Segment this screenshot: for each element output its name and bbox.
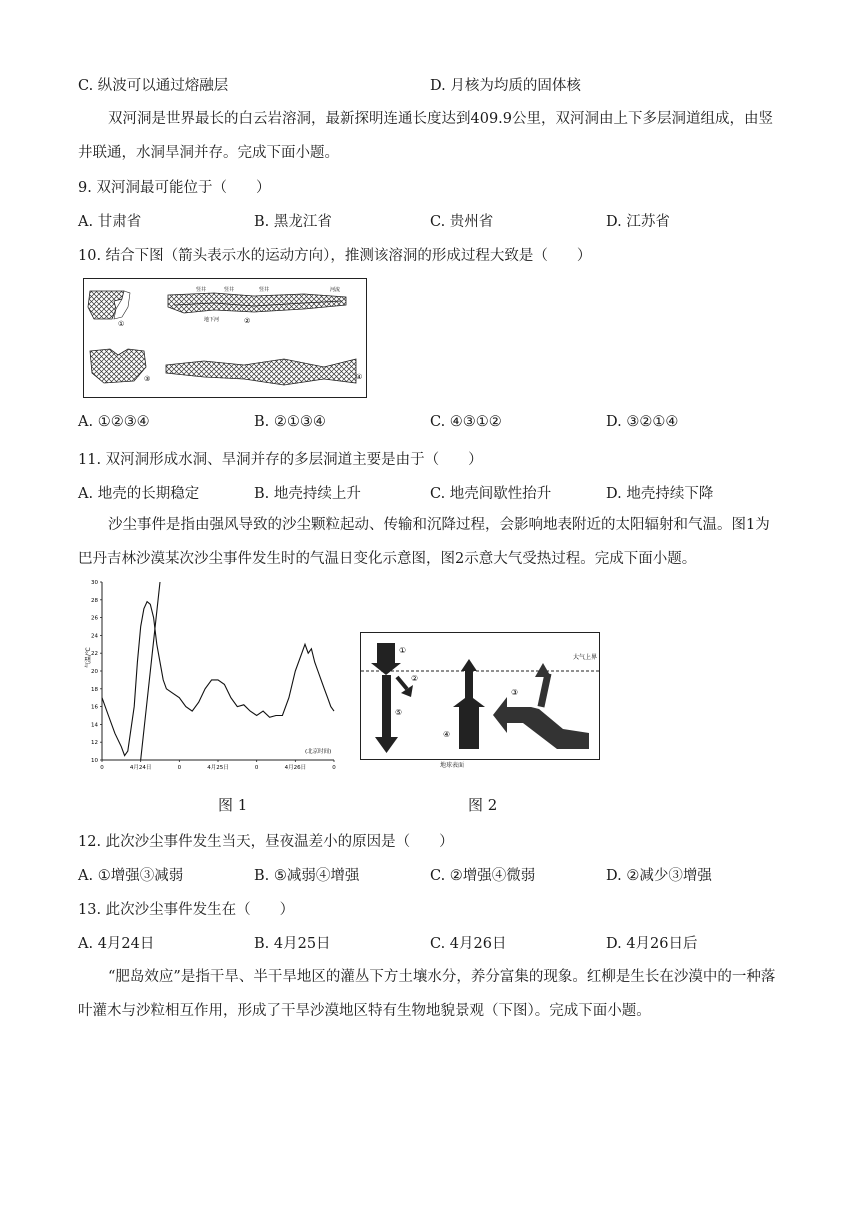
label-2: ②: [411, 674, 419, 683]
q11-option-b: B. 地壳持续上升: [254, 486, 361, 502]
q13-option-d: D. 4月26日后: [606, 936, 698, 952]
fig-label-2: ②: [244, 317, 251, 325]
karst-cave-formation-figure: [83, 278, 367, 398]
label-4: ④: [443, 730, 451, 739]
question-12-stem: 12. 此次沙尘事件发生当天，昼夜温差小的原因是（ ）: [78, 834, 454, 850]
chart-y-tick-label: 28: [91, 597, 98, 604]
question-9-stem: 9. 双河洞最可能位于（ ）: [78, 180, 271, 196]
q11-option-d: D. 地壳持续下降: [606, 486, 714, 502]
chart-x-tick-label: 4月24日: [129, 765, 152, 771]
q13-option-b: B. 4月25日: [254, 936, 331, 952]
temperature-chart-svg: [80, 576, 342, 772]
caption-figure-1: 图 1: [218, 796, 248, 814]
chart-y-tick-label: 22: [91, 651, 98, 658]
figure-2-heating-diagram: [360, 632, 600, 760]
fig-label-3: ③: [144, 375, 151, 383]
q9-option-b: B. 黑龙江省: [254, 214, 332, 230]
q11-option-c: C. 地壳间歇性抬升: [430, 486, 552, 502]
question-13-stem: 13. 此次沙尘事件发生在（ ）: [78, 902, 295, 918]
arrow-4-ground-radiation: [459, 705, 479, 749]
fig-label-4: ④: [356, 373, 363, 381]
passage-shuanghe-cave: 双河洞是世界最长的白云岩溶洞，最新探明连通长度达到409.9公里，双河洞由上下多层洞道组成，由竖井联通，水洞旱洞并存。完成下面小题。: [78, 111, 774, 161]
chart-y-tick-label: 12: [91, 740, 98, 747]
fig-word-underground-river: 地下河: [204, 317, 220, 323]
q12-option-c: C. ②增强④微弱: [430, 868, 536, 884]
label-1: ①: [399, 646, 407, 655]
q13-option-a: A. 4月24日: [78, 936, 155, 952]
fig-word-shaft-1: 竖井: [196, 287, 207, 293]
chart-y-tick-label: 10: [91, 758, 98, 764]
q12-option-a: A. ①增强③减弱: [78, 868, 184, 884]
passage-dust-event: 沙尘事件是指由强风导致的沙尘颗粒起动、传输和沉降过程，会影响地表附近的太阳辐射和气温。图1为巴丹吉林沙漠某次沙尘事件发生时的气温日变化示意图，图2示意大气受热过程。完成下面小题。: [78, 517, 770, 567]
q10-option-d: D. ③②①④: [606, 414, 679, 430]
chart-y-tick-label: 14: [91, 722, 98, 729]
chart-y-tick-label: 30: [91, 580, 98, 586]
q10-option-c: C. ④③①②: [430, 414, 502, 430]
q10-option-a: A. ①②③④: [78, 414, 150, 430]
q12-option-b: B. ⑤减弱④增强: [254, 868, 360, 884]
question-10-stem: 10. 结合下图（箭头表示水的运动方向），推测该溶洞的形成过程大致是（ ）: [78, 248, 592, 264]
chart-y-tick-label: 26: [91, 615, 98, 622]
karst-cave-diagram: [84, 279, 366, 397]
fig-word-shaft-2: 竖井: [224, 287, 235, 293]
chart-y-axis-label: 气温/℃: [85, 647, 92, 668]
chart-x-axis-note: (北京时间): [305, 749, 332, 755]
chart-x-tick-label: 4月25日: [207, 765, 229, 771]
chart-y-tick-label: 16: [91, 704, 98, 711]
chart-y-tick-label: 24: [91, 633, 98, 640]
q13-option-c: C. 4月26日: [430, 936, 507, 952]
chart-y-tick-label: 18: [91, 686, 98, 693]
chart-x-tick-label: 0: [254, 765, 259, 771]
q12-option-d: D. ②减少③增强: [606, 868, 712, 884]
q8-option-d: D. 月核为均质的固体核: [430, 78, 581, 94]
caption-figure-2: 图 2: [468, 796, 498, 814]
q10-option-b: B. ②①③④: [254, 414, 326, 430]
label-3: ③: [511, 688, 519, 697]
chart-x-tick-label: 0: [332, 765, 336, 771]
q8-option-c: C. 纵波可以通过熔融层: [78, 78, 229, 94]
fig-label-1: ①: [118, 320, 125, 328]
passage-fertile-island: “肥岛效应”是指干旱、半干旱地区的灌丛下方土壤水分，养分富集的现象。红柳是生长在沙漠中的一种落叶灌木与沙粒相互作用，形成了干旱沙漠地区特有生物地貌景观（下图）。完成下面小题。: [78, 969, 776, 1019]
q9-option-d: D. 江苏省: [606, 214, 670, 230]
q9-option-a: A. 甘肃省: [78, 214, 142, 230]
chart-x-tick-label: 0: [100, 765, 104, 771]
question-11-stem: 11. 双河洞形成水洞、旱洞并存的多层洞道主要是由于（ ）: [78, 452, 483, 468]
arrow-5: [382, 675, 391, 739]
figure-1-temperature-chart: [80, 576, 342, 772]
atmosphere-heating-svg: [361, 633, 599, 759]
arrow-1-solar: [377, 643, 395, 663]
chart-x-tick-label: 4月26日: [284, 765, 307, 771]
label-5: ⑤: [395, 708, 403, 717]
chart-x-tick-label: 0: [177, 765, 182, 771]
q11-option-a: A. 地壳的长期稳定: [78, 486, 200, 502]
label-ground-surface: 地球表面: [440, 762, 465, 769]
q9-option-c: C. 贵州省: [430, 214, 494, 230]
fig-word-river: 河流: [330, 287, 341, 293]
temperature-series-line: [102, 602, 334, 756]
chart-y-tick-label: 20: [91, 669, 98, 675]
label-atmosphere-top: 大气上界: [573, 654, 598, 661]
fig-word-shaft-3: 竖井: [259, 287, 270, 293]
